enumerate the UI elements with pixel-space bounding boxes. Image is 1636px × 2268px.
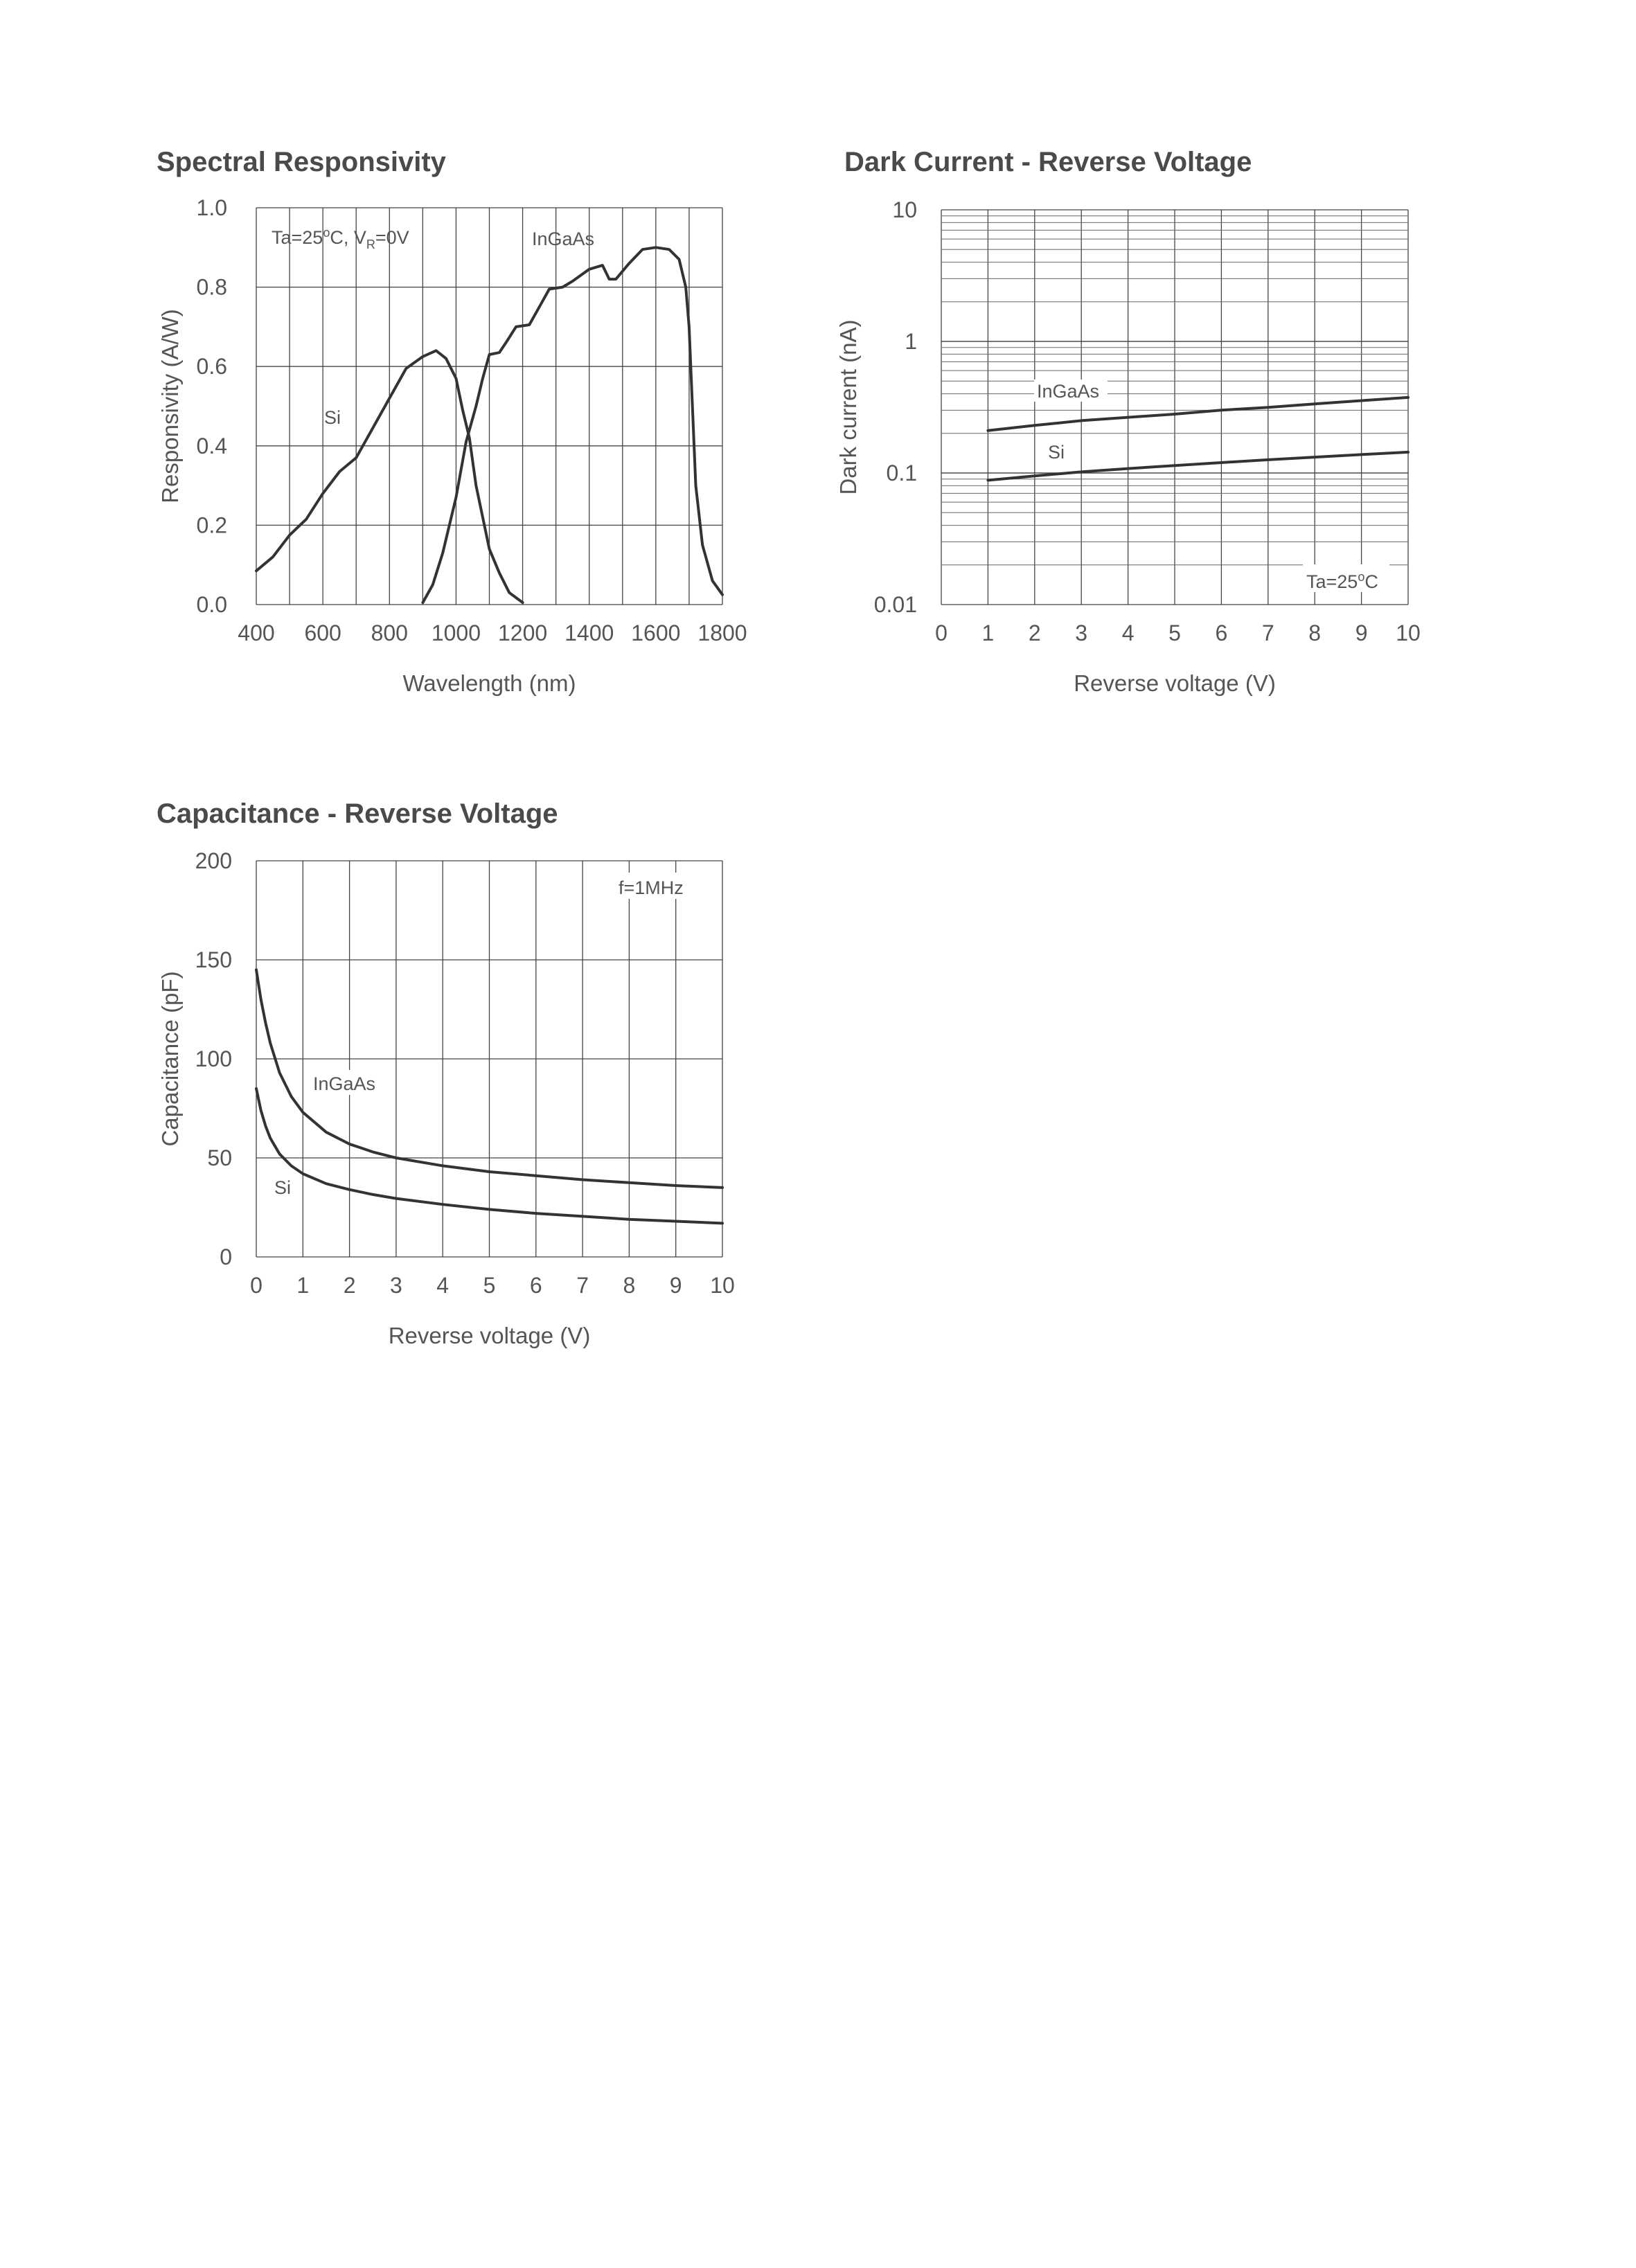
chart-title: Dark Current - Reverse Voltage [844,147,1252,177]
y-tick-label: 200 [195,848,232,873]
ingaas-label: InGaAs [532,229,595,249]
y-tick-label: 1 [905,329,917,354]
y-tick-label: 0.6 [196,354,227,380]
spectral-responsivity-chart [0,0,818,762]
y-tick-label: 0.0 [196,592,227,617]
x-tick-label: 10 [1396,620,1421,645]
chart-title: Spectral Responsivity [157,147,446,177]
x-axis-label: Reverse voltage (V) [1074,670,1276,696]
x-tick-label: 600 [304,620,341,645]
x-tick-label: 1000 [431,620,481,645]
x-tick-label: 3 [1075,620,1088,645]
capacitance-plot [0,762,818,1427]
y-tick-label: 100 [195,1046,232,1071]
x-tick-label: 1 [296,1273,310,1298]
si-label: Si [1048,442,1065,463]
y-tick-label: 0.4 [196,433,227,458]
spectral-responsivity-plot [0,0,818,762]
y-tick-label: 0.8 [196,274,227,300]
x-tick-label: 6 [529,1273,542,1298]
x-tick-label: 1200 [497,620,548,645]
x-axis-label: Wavelength (nm) [402,670,576,696]
x-tick-label: 0 [250,1273,263,1298]
y-tick-label: 0 [220,1244,232,1269]
si-label: Si [274,1177,292,1198]
x-tick-label: 800 [371,620,408,645]
y-axis-label: Capacitance (pF) [157,971,183,1147]
y-tick-label: 0.1 [886,461,917,485]
x-tick-label: 2 [343,1273,356,1298]
x-tick-label: 5 [483,1273,496,1298]
condition-label: $Ta=25^oC$ [1306,570,1378,592]
x-tick-label: 7 [576,1273,589,1298]
x-tick-label: 7 [1261,620,1274,645]
y-tick-label: 150 [195,947,232,972]
frequency-label: f=1MHz [619,877,684,898]
x-tick-label: 6 [1215,620,1228,645]
x-tick-label: 9 [669,1273,682,1298]
si-label: Si [324,407,341,428]
x-tick-label: 1800 [697,620,747,645]
chart-title: Capacitance - Reverse Voltage [157,798,558,829]
x-tick-label: 400 [238,620,275,645]
x-tick-label: 10 [710,1273,735,1298]
x-tick-label: 8 [623,1273,636,1298]
y-axis-label: Dark current (nA) [835,319,861,495]
x-tick-label: 5 [1168,620,1181,645]
x-tick-label: 2 [1028,620,1041,645]
ingaas-label: InGaAs [313,1073,376,1094]
y-tick-label: 0.2 [196,512,227,538]
x-tick-label: 3 [390,1273,402,1298]
capacitance-chart [0,762,818,1427]
x-tick-label: 4 [436,1273,450,1298]
x-tick-label: 1400 [564,620,614,645]
series-ingaas-line [988,398,1408,431]
y-tick-label: 1.0 [196,195,227,220]
x-tick-label: 9 [1355,620,1368,645]
x-tick-label: 1 [981,620,995,645]
dark-current-plot [818,0,1636,762]
dark-current-chart [818,0,1636,762]
y-tick-label: 10 [892,197,917,222]
y-axis-label: Responsivity (A/W) [157,309,183,503]
condition-label: $Ta=25^oC$, $V_R=0V$ [272,226,409,251]
x-tick-label: 1600 [631,620,681,645]
ingaas-label: InGaAs [1037,381,1100,402]
x-axis-label: Reverse voltage (V) [388,1323,591,1348]
x-tick-label: 4 [1121,620,1135,645]
series-ingaas-line [423,247,722,602]
x-tick-label: 8 [1308,620,1322,645]
y-tick-label: 50 [207,1145,232,1170]
y-tick-label: 0.01 [873,592,917,617]
x-tick-label: 0 [935,620,948,645]
